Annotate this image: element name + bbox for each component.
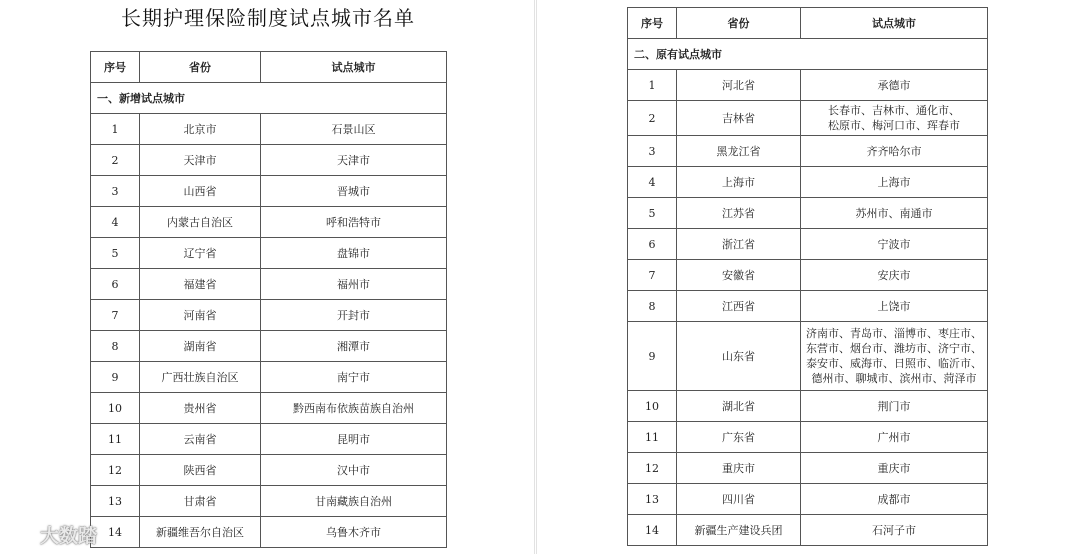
- row-city: 盘锦市: [261, 238, 447, 269]
- row-city-line: 松原市、梅河口市、珲春市: [828, 119, 960, 132]
- table-row: [91, 486, 447, 517]
- row-seq: 5: [628, 198, 677, 229]
- table-row: [91, 331, 447, 362]
- row-city: [801, 101, 988, 136]
- row-city: 上饶市: [801, 291, 988, 322]
- row-province: 内蒙古自治区: [140, 207, 261, 238]
- row-province: 福建省: [140, 269, 261, 300]
- row-province: 吉林省: [677, 101, 801, 136]
- row-city: 昆明市: [261, 424, 447, 455]
- row-city: 石河子市: [801, 515, 988, 546]
- table-row: [628, 291, 988, 322]
- row-city: 乌鲁木齐市: [261, 517, 447, 548]
- row-seq: 2: [628, 101, 677, 136]
- row-seq: 12: [91, 455, 140, 486]
- row-province: 辽宁省: [140, 238, 261, 269]
- row-province: 云南省: [140, 424, 261, 455]
- row-city: 石景山区: [261, 114, 447, 145]
- row-city-line: 济南市、青岛市、淄博市、枣庄市、: [806, 327, 982, 340]
- header-seq: 序号: [91, 52, 140, 83]
- row-seq: 14: [628, 515, 677, 546]
- row-seq: 3: [628, 136, 677, 167]
- table-row: [91, 145, 447, 176]
- row-seq: 1: [628, 70, 677, 101]
- new-cities-table: [90, 51, 447, 548]
- row-seq: 7: [91, 300, 140, 331]
- header-city: 试点城市: [801, 8, 988, 39]
- table-row: [91, 517, 447, 548]
- row-city-line: 德州市、聊城市、滨州市、菏泽市: [811, 372, 977, 385]
- row-city: 宁波市: [801, 229, 988, 260]
- row-seq: 11: [628, 422, 677, 453]
- header-province: 省份: [677, 8, 801, 39]
- table-row: [628, 422, 988, 453]
- row-province: 广西壮族自治区: [140, 362, 261, 393]
- row-province: 安徽省: [677, 260, 801, 291]
- row-seq: 4: [628, 167, 677, 198]
- row-city: 安庆市: [801, 260, 988, 291]
- row-seq: 1: [91, 114, 140, 145]
- row-city: 甘南藏族自治州: [261, 486, 447, 517]
- table-row: [628, 101, 988, 136]
- table-row: [628, 229, 988, 260]
- table-row: [91, 269, 447, 300]
- row-city: 齐齐哈尔市: [801, 136, 988, 167]
- row-city-line: 长春市、吉林市、通化市、: [828, 104, 960, 117]
- table-row: [628, 198, 988, 229]
- row-province: 湖南省: [140, 331, 261, 362]
- row-city: 荆门市: [801, 391, 988, 422]
- header-province: 省份: [140, 52, 261, 83]
- table-row: [91, 207, 447, 238]
- row-seq: 2: [91, 145, 140, 176]
- row-seq: 3: [91, 176, 140, 207]
- watermark-text: 大数踏: [40, 524, 98, 547]
- row-province: 浙江省: [677, 229, 801, 260]
- row-city: 苏州市、南通市: [801, 198, 988, 229]
- row-city-line: 东营市、烟台市、潍坊市、济宁市、: [806, 342, 982, 355]
- table-header-row: [91, 52, 447, 83]
- row-province: 重庆市: [677, 453, 801, 484]
- section-row: [628, 39, 988, 70]
- table-row: [91, 455, 447, 486]
- row-province: 上海市: [677, 167, 801, 198]
- row-city: 湘潭市: [261, 331, 447, 362]
- row-city: 汉中市: [261, 455, 447, 486]
- row-province: 新疆维吾尔自治区: [140, 517, 261, 548]
- original-cities-table: [627, 7, 988, 546]
- row-seq: 7: [628, 260, 677, 291]
- section-label: 二、原有试点城市: [628, 39, 988, 70]
- row-city: 天津市: [261, 145, 447, 176]
- table-row: [91, 114, 447, 145]
- table-row: [628, 322, 988, 391]
- table-header-row: [628, 8, 988, 39]
- row-city: 福州市: [261, 269, 447, 300]
- row-city: 南宁市: [261, 362, 447, 393]
- row-seq: 13: [91, 486, 140, 517]
- row-seq: 9: [91, 362, 140, 393]
- header-city: 试点城市: [261, 52, 447, 83]
- row-province: 天津市: [140, 145, 261, 176]
- row-seq: 6: [91, 269, 140, 300]
- row-province: 北京市: [140, 114, 261, 145]
- row-province: 新疆生产建设兵团: [677, 515, 801, 546]
- row-city-line: 泰安市、威海市、日照市、临沂市、: [806, 357, 982, 370]
- row-province: 江苏省: [677, 198, 801, 229]
- row-province: 广东省: [677, 422, 801, 453]
- row-seq: 12: [628, 453, 677, 484]
- table-row: [628, 136, 988, 167]
- row-city: 重庆市: [801, 453, 988, 484]
- row-province: 甘肃省: [140, 486, 261, 517]
- row-city: [801, 322, 988, 391]
- table-row: [628, 391, 988, 422]
- right-page: [536, 0, 1080, 554]
- table-row: [628, 260, 988, 291]
- row-seq: 6: [628, 229, 677, 260]
- table-row: [628, 484, 988, 515]
- row-province: 贵州省: [140, 393, 261, 424]
- row-seq: 11: [91, 424, 140, 455]
- row-province: 河南省: [140, 300, 261, 331]
- header-seq: 序号: [628, 8, 677, 39]
- row-city: 呼和浩特市: [261, 207, 447, 238]
- row-province: 湖北省: [677, 391, 801, 422]
- row-seq: 9: [628, 322, 677, 391]
- table-row: [628, 70, 988, 101]
- section-label: 一、新增试点城市: [91, 83, 447, 114]
- row-city: 广州市: [801, 422, 988, 453]
- table-row: [91, 238, 447, 269]
- row-seq: 4: [91, 207, 140, 238]
- row-province: 河北省: [677, 70, 801, 101]
- row-province: 黑龙江省: [677, 136, 801, 167]
- row-city: 黔西南布依族苗族自治州: [261, 393, 447, 424]
- table-row: [91, 176, 447, 207]
- row-seq: 13: [628, 484, 677, 515]
- row-city: 晋城市: [261, 176, 447, 207]
- row-city: 成都市: [801, 484, 988, 515]
- table-row: [91, 393, 447, 424]
- table-row: [628, 515, 988, 546]
- row-province: 山东省: [677, 322, 801, 391]
- row-seq: 8: [91, 331, 140, 362]
- row-seq: 10: [91, 393, 140, 424]
- table-row: [628, 167, 988, 198]
- row-seq: 10: [628, 391, 677, 422]
- table-row: [91, 362, 447, 393]
- table-row: [91, 424, 447, 455]
- table-row: [628, 453, 988, 484]
- row-city: 开封市: [261, 300, 447, 331]
- row-seq: 5: [91, 238, 140, 269]
- row-province: 四川省: [677, 484, 801, 515]
- row-seq: 8: [628, 291, 677, 322]
- row-city: 上海市: [801, 167, 988, 198]
- row-seq: 14: [91, 517, 140, 548]
- page-title: 长期护理保险制度试点城市名单: [121, 6, 415, 30]
- left-page: [0, 0, 535, 554]
- row-province: 陕西省: [140, 455, 261, 486]
- row-province: 山西省: [140, 176, 261, 207]
- section-row: [91, 83, 447, 114]
- row-city: 承德市: [801, 70, 988, 101]
- table-row: [91, 300, 447, 331]
- row-province: 江西省: [677, 291, 801, 322]
